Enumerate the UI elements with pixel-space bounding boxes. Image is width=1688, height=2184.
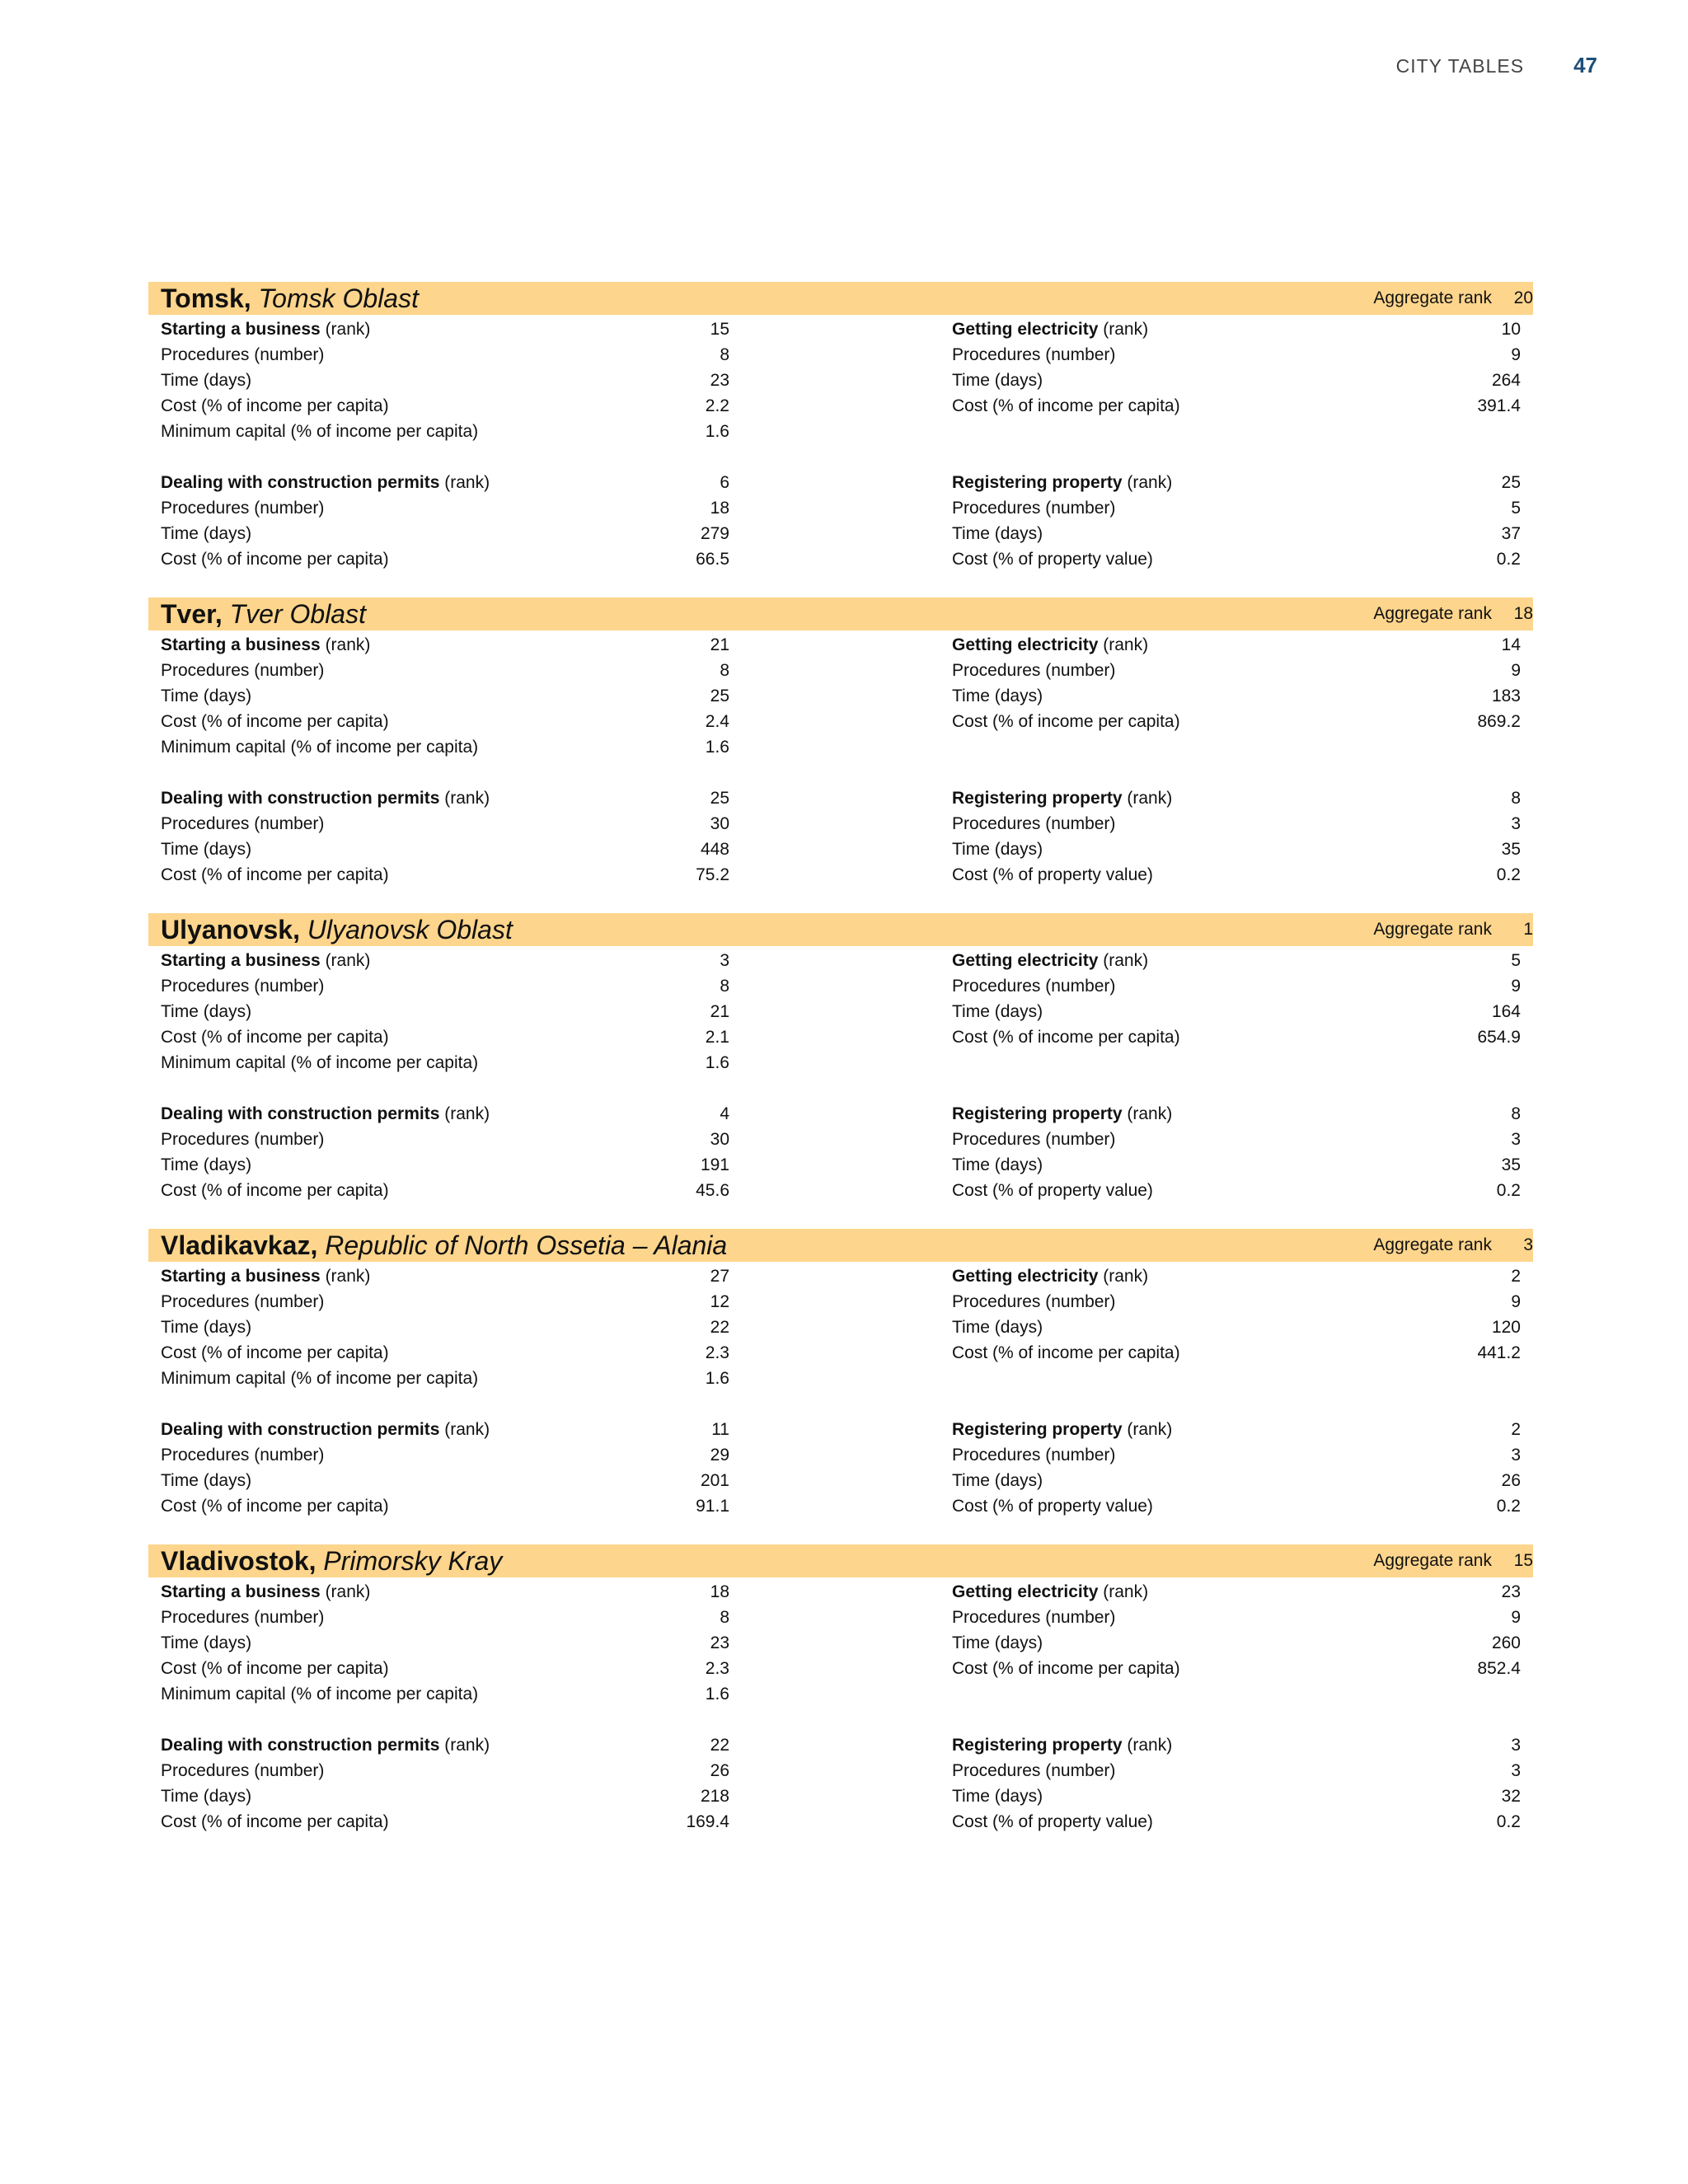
indicator-title: Registering property <box>952 1104 1123 1123</box>
table-row: Time (days) 23 <box>161 370 729 390</box>
indicator-value: 35 <box>1501 839 1521 859</box>
table-row: Starting a business (rank) 27 <box>161 1266 729 1286</box>
indicator-title: Registering property <box>952 1419 1123 1439</box>
indicator-value: 22 <box>710 1735 729 1755</box>
table-row: Procedures (number) 9 <box>952 1607 1521 1627</box>
table-row: Procedures (number) 3 <box>952 1445 1521 1465</box>
table-row: Time (days) 21 <box>161 1001 729 1021</box>
table-row: Getting electricity (rank) 2 <box>952 1266 1521 1286</box>
table-row: Time (days) 22 <box>161 1317 729 1337</box>
table-row: Cost (% of income per capita) 91.1 <box>161 1496 729 1516</box>
indicator-value: 191 <box>700 1155 729 1174</box>
indicator-value: 5 <box>1511 498 1521 518</box>
table-row: Time (days) 191 <box>161 1155 729 1174</box>
table-row: Starting a business (rank) 15 <box>161 319 729 339</box>
city-region: Tomsk Oblast <box>258 283 419 313</box>
table-row: Time (days) 183 <box>952 686 1521 705</box>
right-column <box>841 1262 1533 1519</box>
table-row: Cost (% of income per capita) 45.6 <box>161 1180 729 1200</box>
table-row: Procedures (number) 5 <box>952 498 1521 518</box>
construction-permits-group <box>148 785 841 888</box>
registering-property-group <box>841 785 1533 888</box>
indicator-value: 9 <box>1511 976 1521 996</box>
right-column <box>841 315 1533 572</box>
indicator-value: 260 <box>1491 1633 1521 1652</box>
indicator-value: 23 <box>710 1633 729 1652</box>
indicator-value: 25 <box>710 686 729 705</box>
aggregate-rank <box>1373 1551 1533 1571</box>
aggregate-rank-label: Aggregate rank <box>1373 604 1492 623</box>
city-tables <box>148 282 1533 1860</box>
indicator-value: 2.2 <box>705 396 729 415</box>
indicator-value: 164 <box>1491 1001 1521 1021</box>
aggregate-rank-value: 15 <box>1513 1551 1533 1570</box>
table-row: Procedures (number) 3 <box>952 813 1521 833</box>
left-column <box>148 946 841 1203</box>
page-header <box>1396 53 1597 78</box>
city-name: Tomsk, <box>161 283 251 313</box>
city-region: Primorsky Kray <box>323 1545 503 1576</box>
table-row: Procedures (number) 3 <box>952 1129 1521 1149</box>
indicator-value: 12 <box>710 1291 729 1311</box>
table-row: Registering property (rank) 8 <box>952 788 1521 808</box>
aggregate-rank <box>1373 604 1533 624</box>
indicator-value: 2.4 <box>705 711 729 731</box>
indicator-value: 10 <box>1501 319 1521 339</box>
table-row: Registering property (rank) 3 <box>952 1735 1521 1755</box>
indicator-value: 1.6 <box>705 421 729 441</box>
city-region: Republic of North Ossetia – Alania <box>325 1230 728 1260</box>
aggregate-rank-value: 20 <box>1513 288 1533 307</box>
indicator-value: 30 <box>710 1129 729 1149</box>
indicator-value: 21 <box>710 1001 729 1021</box>
indicator-value: 852.4 <box>1477 1658 1521 1678</box>
indicator-title: Getting electricity <box>952 319 1099 339</box>
aggregate-rank-value: 18 <box>1513 604 1533 623</box>
table-row: Cost (% of income per capita) 66.5 <box>161 549 729 569</box>
indicator-value: 8 <box>720 660 729 680</box>
indicator-value: 75.2 <box>696 865 729 884</box>
table-row: Registering property (rank) 25 <box>952 472 1521 492</box>
table-row: Cost (% of property value) 0.2 <box>952 1496 1521 1516</box>
city-header-bar <box>148 913 1533 946</box>
indicator-title: Getting electricity <box>952 950 1099 970</box>
registering-property-group <box>841 1101 1533 1203</box>
electricity-group <box>841 1579 1533 1707</box>
city-region: Ulyanovsk Oblast <box>307 914 513 944</box>
table-row: Time (days) 26 <box>952 1470 1521 1490</box>
registering-property-group <box>841 470 1533 572</box>
indicator-value: 18 <box>710 1582 729 1601</box>
indicator-value: 654.9 <box>1477 1027 1521 1047</box>
indicator-value: 21 <box>710 635 729 654</box>
indicator-value: 14 <box>1501 635 1521 654</box>
indicator-value: 8 <box>720 344 729 364</box>
table-row: Procedures (number) 29 <box>161 1445 729 1465</box>
table-row: Procedures (number) 30 <box>161 813 729 833</box>
indicator-value: 37 <box>1501 523 1521 543</box>
construction-permits-group <box>148 470 841 572</box>
indicator-value: 448 <box>700 839 729 859</box>
registering-property-group <box>841 1417 1533 1519</box>
indicator-value: 3 <box>1511 813 1521 833</box>
table-row: Cost (% of income per capita) 654.9 <box>952 1027 1521 1047</box>
indicator-title: Registering property <box>952 472 1123 492</box>
indicator-value: 391.4 <box>1477 396 1521 415</box>
indicator-value: 8 <box>720 976 729 996</box>
starting-business-group <box>148 948 841 1076</box>
page-number: 47 <box>1573 53 1597 77</box>
table-row: Time (days) 35 <box>952 1155 1521 1174</box>
table-row: Starting a business (rank) 18 <box>161 1582 729 1601</box>
table-row: Time (days) 37 <box>952 523 1521 543</box>
indicator-value: 27 <box>710 1266 729 1286</box>
table-row: Procedures (number) 12 <box>161 1291 729 1311</box>
table-row: Minimum capital (% of income per capita) 1.6 <box>161 737 729 757</box>
indicator-value: 1.6 <box>705 1368 729 1388</box>
indicator-title: Registering property <box>952 1735 1123 1755</box>
table-row: Procedures (number) 9 <box>952 1291 1521 1311</box>
indicator-value: 30 <box>710 813 729 833</box>
indicator-value: 35 <box>1501 1155 1521 1174</box>
table-row: Cost (% of income per capita) 391.4 <box>952 396 1521 415</box>
indicator-value: 45.6 <box>696 1180 729 1200</box>
indicator-value: 18 <box>710 498 729 518</box>
indicator-value: 25 <box>710 788 729 808</box>
table-row: Cost (% of income per capita) 2.1 <box>161 1027 729 1047</box>
table-row: Cost (% of property value) 0.2 <box>952 1811 1521 1831</box>
aggregate-rank <box>1373 288 1533 308</box>
city-header-bar <box>148 1544 1533 1577</box>
indicator-title: Starting a business <box>161 1266 321 1286</box>
starting-business-group <box>148 632 841 760</box>
indicator-value: 169.4 <box>686 1811 729 1831</box>
construction-permits-group <box>148 1417 841 1519</box>
left-column <box>148 1577 841 1835</box>
table-row: Cost (% of property value) 0.2 <box>952 1180 1521 1200</box>
indicator-value: 0.2 <box>1496 865 1521 884</box>
table-row: Cost (% of income per capita) 169.4 <box>161 1811 729 1831</box>
indicator-value: 2.1 <box>705 1027 729 1047</box>
indicator-value: 3 <box>1511 1735 1521 1755</box>
table-row: Cost (% of income per capita) 869.2 <box>952 711 1521 731</box>
table-row: Procedures (number) 9 <box>952 976 1521 996</box>
table-row: Time (days) 218 <box>161 1786 729 1806</box>
table-row: Time (days) 279 <box>161 523 729 543</box>
indicator-title: Dealing with construction permits <box>161 788 440 808</box>
aggregate-rank-label: Aggregate rank <box>1373 1235 1492 1254</box>
table-row: Cost (% of income per capita) 2.2 <box>161 396 729 415</box>
table-row: Cost (% of income per capita) 75.2 <box>161 865 729 884</box>
table-row: Time (days) 260 <box>952 1633 1521 1652</box>
indicator-value: 183 <box>1491 686 1521 705</box>
city-header-bar <box>148 598 1533 630</box>
indicator-value: 218 <box>700 1786 729 1806</box>
table-row: Starting a business (rank) 21 <box>161 635 729 654</box>
table-row: Time (days) 448 <box>161 839 729 859</box>
city-header-bar <box>148 1229 1533 1262</box>
table-row: Procedures (number) 3 <box>952 1760 1521 1780</box>
indicator-value: 279 <box>700 523 729 543</box>
table-row: Time (days) 23 <box>161 1633 729 1652</box>
table-row: Time (days) 164 <box>952 1001 1521 1021</box>
aggregate-rank <box>1373 920 1533 940</box>
indicator-title: Dealing with construction permits <box>161 1104 440 1123</box>
electricity-group <box>841 316 1533 444</box>
table-row: Time (days) 264 <box>952 370 1521 390</box>
table-row: Procedures (number) 9 <box>952 344 1521 364</box>
table-row: Dealing with construction permits (rank) 22 <box>161 1735 729 1755</box>
starting-business-group <box>148 1263 841 1391</box>
indicator-value: 15 <box>710 319 729 339</box>
indicator-value: 29 <box>710 1445 729 1465</box>
city-region: Tver Oblast <box>229 598 366 629</box>
indicator-title: Dealing with construction permits <box>161 1735 440 1755</box>
starting-business-group <box>148 1579 841 1707</box>
city-block <box>148 1229 1533 1544</box>
city-name: Ulyanovsk, <box>161 914 300 944</box>
city-name: Vladivostok, <box>161 1545 316 1576</box>
indicator-value: 91.1 <box>696 1496 729 1516</box>
indicator-value: 9 <box>1511 344 1521 364</box>
indicator-value: 4 <box>720 1104 729 1123</box>
table-row: Cost (% of income per capita) 852.4 <box>952 1658 1521 1678</box>
table-row: Procedures (number) 8 <box>161 344 729 364</box>
construction-permits-group <box>148 1101 841 1203</box>
table-row: Time (days) 120 <box>952 1317 1521 1337</box>
indicator-value: 9 <box>1511 1291 1521 1311</box>
table-row: Getting electricity (rank) 14 <box>952 635 1521 654</box>
table-row: Getting electricity (rank) 5 <box>952 950 1521 970</box>
table-row: Getting electricity (rank) 23 <box>952 1582 1521 1601</box>
indicator-value: 1.6 <box>705 737 729 757</box>
indicator-value: 201 <box>700 1470 729 1490</box>
city-name: Vladikavkaz, <box>161 1230 318 1260</box>
indicator-value: 1.6 <box>705 1684 729 1704</box>
city-block <box>148 913 1533 1229</box>
indicator-value: 25 <box>1501 472 1521 492</box>
city-block <box>148 282 1533 598</box>
aggregate-rank <box>1373 1235 1533 1255</box>
city-title <box>161 1230 727 1261</box>
indicator-value: 3 <box>720 950 729 970</box>
table-row: Minimum capital (% of income per capita) 1.6 <box>161 421 729 441</box>
city-title <box>161 284 419 314</box>
table-row: Dealing with construction permits (rank) 25 <box>161 788 729 808</box>
indicator-value: 26 <box>1501 1470 1521 1490</box>
indicator-value: 264 <box>1491 370 1521 390</box>
table-row: Procedures (number) 8 <box>161 1607 729 1627</box>
city-title <box>161 599 366 630</box>
indicator-value: 0.2 <box>1496 1811 1521 1831</box>
city-block <box>148 1544 1533 1860</box>
table-row: Getting electricity (rank) 10 <box>952 319 1521 339</box>
city-header-bar <box>148 282 1533 315</box>
aggregate-rank-value: 3 <box>1523 1235 1533 1254</box>
indicator-title: Registering property <box>952 788 1123 808</box>
city-name: Tver, <box>161 598 223 629</box>
right-column <box>841 630 1533 888</box>
indicator-value: 2 <box>1511 1266 1521 1286</box>
indicator-value: 3 <box>1511 1445 1521 1465</box>
indicator-value: 26 <box>710 1760 729 1780</box>
table-row: Dealing with construction permits (rank) 6 <box>161 472 729 492</box>
indicator-value: 0.2 <box>1496 1180 1521 1200</box>
table-row: Time (days) 201 <box>161 1470 729 1490</box>
electricity-group <box>841 632 1533 760</box>
table-row: Dealing with construction permits (rank) 11 <box>161 1419 729 1439</box>
table-row: Cost (% of property value) 0.2 <box>952 865 1521 884</box>
right-column <box>841 946 1533 1203</box>
indicator-value: 23 <box>1501 1582 1521 1601</box>
table-row: Time (days) 35 <box>952 839 1521 859</box>
aggregate-rank-value: 1 <box>1523 920 1533 939</box>
indicator-value: 441.2 <box>1477 1343 1521 1362</box>
indicator-title: Getting electricity <box>952 1582 1099 1601</box>
table-row: Minimum capital (% of income per capita) 1.6 <box>161 1684 729 1704</box>
indicator-title: Dealing with construction permits <box>161 472 440 492</box>
table-row: Time (days) 32 <box>952 1786 1521 1806</box>
indicator-value: 3 <box>1511 1760 1521 1780</box>
indicator-title: Starting a business <box>161 1582 321 1601</box>
indicator-title: Dealing with construction permits <box>161 1419 440 1439</box>
indicator-value: 9 <box>1511 1607 1521 1627</box>
indicator-value: 2.3 <box>705 1343 729 1362</box>
table-row: Procedures (number) 26 <box>161 1760 729 1780</box>
table-row: Procedures (number) 8 <box>161 660 729 680</box>
indicator-value: 22 <box>710 1317 729 1337</box>
table-row: Registering property (rank) 8 <box>952 1104 1521 1123</box>
indicator-value: 6 <box>720 472 729 492</box>
table-row: Procedures (number) 30 <box>161 1129 729 1149</box>
indicator-value: 8 <box>1511 1104 1521 1123</box>
table-row: Time (days) 25 <box>161 686 729 705</box>
registering-property-group <box>841 1732 1533 1835</box>
table-row: Procedures (number) 18 <box>161 498 729 518</box>
section-title: CITY TABLES <box>1395 55 1525 77</box>
starting-business-group <box>148 316 841 444</box>
table-row: Minimum capital (% of income per capita) 1.6 <box>161 1368 729 1388</box>
indicator-title: Getting electricity <box>952 635 1099 654</box>
table-row: Procedures (number) 8 <box>161 976 729 996</box>
indicator-value: 120 <box>1491 1317 1521 1337</box>
indicator-value: 2 <box>1511 1419 1521 1439</box>
aggregate-rank-label: Aggregate rank <box>1373 288 1492 307</box>
table-row: Dealing with construction permits (rank) 4 <box>161 1104 729 1123</box>
indicator-title: Starting a business <box>161 319 321 339</box>
indicator-value: 1.6 <box>705 1052 729 1072</box>
indicator-value: 0.2 <box>1496 549 1521 569</box>
indicator-value: 0.2 <box>1496 1496 1521 1516</box>
left-column <box>148 315 841 572</box>
aggregate-rank-label: Aggregate rank <box>1373 1551 1492 1570</box>
indicator-value: 2.3 <box>705 1658 729 1678</box>
indicator-title: Starting a business <box>161 950 321 970</box>
electricity-group <box>841 948 1533 1076</box>
indicator-value: 11 <box>711 1419 729 1439</box>
city-title <box>161 915 513 945</box>
indicator-value: 5 <box>1511 950 1521 970</box>
aggregate-rank-label: Aggregate rank <box>1373 920 1492 939</box>
left-column <box>148 630 841 888</box>
indicator-title: Getting electricity <box>952 1266 1099 1286</box>
city-block <box>148 598 1533 913</box>
indicator-value: 66.5 <box>696 549 729 569</box>
indicator-value: 3 <box>1511 1129 1521 1149</box>
table-row: Cost (% of income per capita) 2.3 <box>161 1343 729 1362</box>
left-column <box>148 1262 841 1519</box>
right-column <box>841 1577 1533 1835</box>
table-row: Cost (% of income per capita) 2.4 <box>161 711 729 731</box>
table-row: Procedures (number) 9 <box>952 660 1521 680</box>
table-row: Minimum capital (% of income per capita) 1.6 <box>161 1052 729 1072</box>
table-row: Cost (% of income per capita) 441.2 <box>952 1343 1521 1362</box>
indicator-value: 9 <box>1511 660 1521 680</box>
indicator-value: 32 <box>1501 1786 1521 1806</box>
city-title <box>161 1546 502 1577</box>
electricity-group <box>841 1263 1533 1391</box>
table-row: Cost (% of property value) 0.2 <box>952 549 1521 569</box>
indicator-value: 869.2 <box>1477 711 1521 731</box>
table-row: Registering property (rank) 2 <box>952 1419 1521 1439</box>
construction-permits-group <box>148 1732 841 1835</box>
table-row: Starting a business (rank) 3 <box>161 950 729 970</box>
indicator-value: 23 <box>710 370 729 390</box>
indicator-title: Starting a business <box>161 635 321 654</box>
table-row: Cost (% of income per capita) 2.3 <box>161 1658 729 1678</box>
indicator-value: 8 <box>1511 788 1521 808</box>
indicator-value: 8 <box>720 1607 729 1627</box>
